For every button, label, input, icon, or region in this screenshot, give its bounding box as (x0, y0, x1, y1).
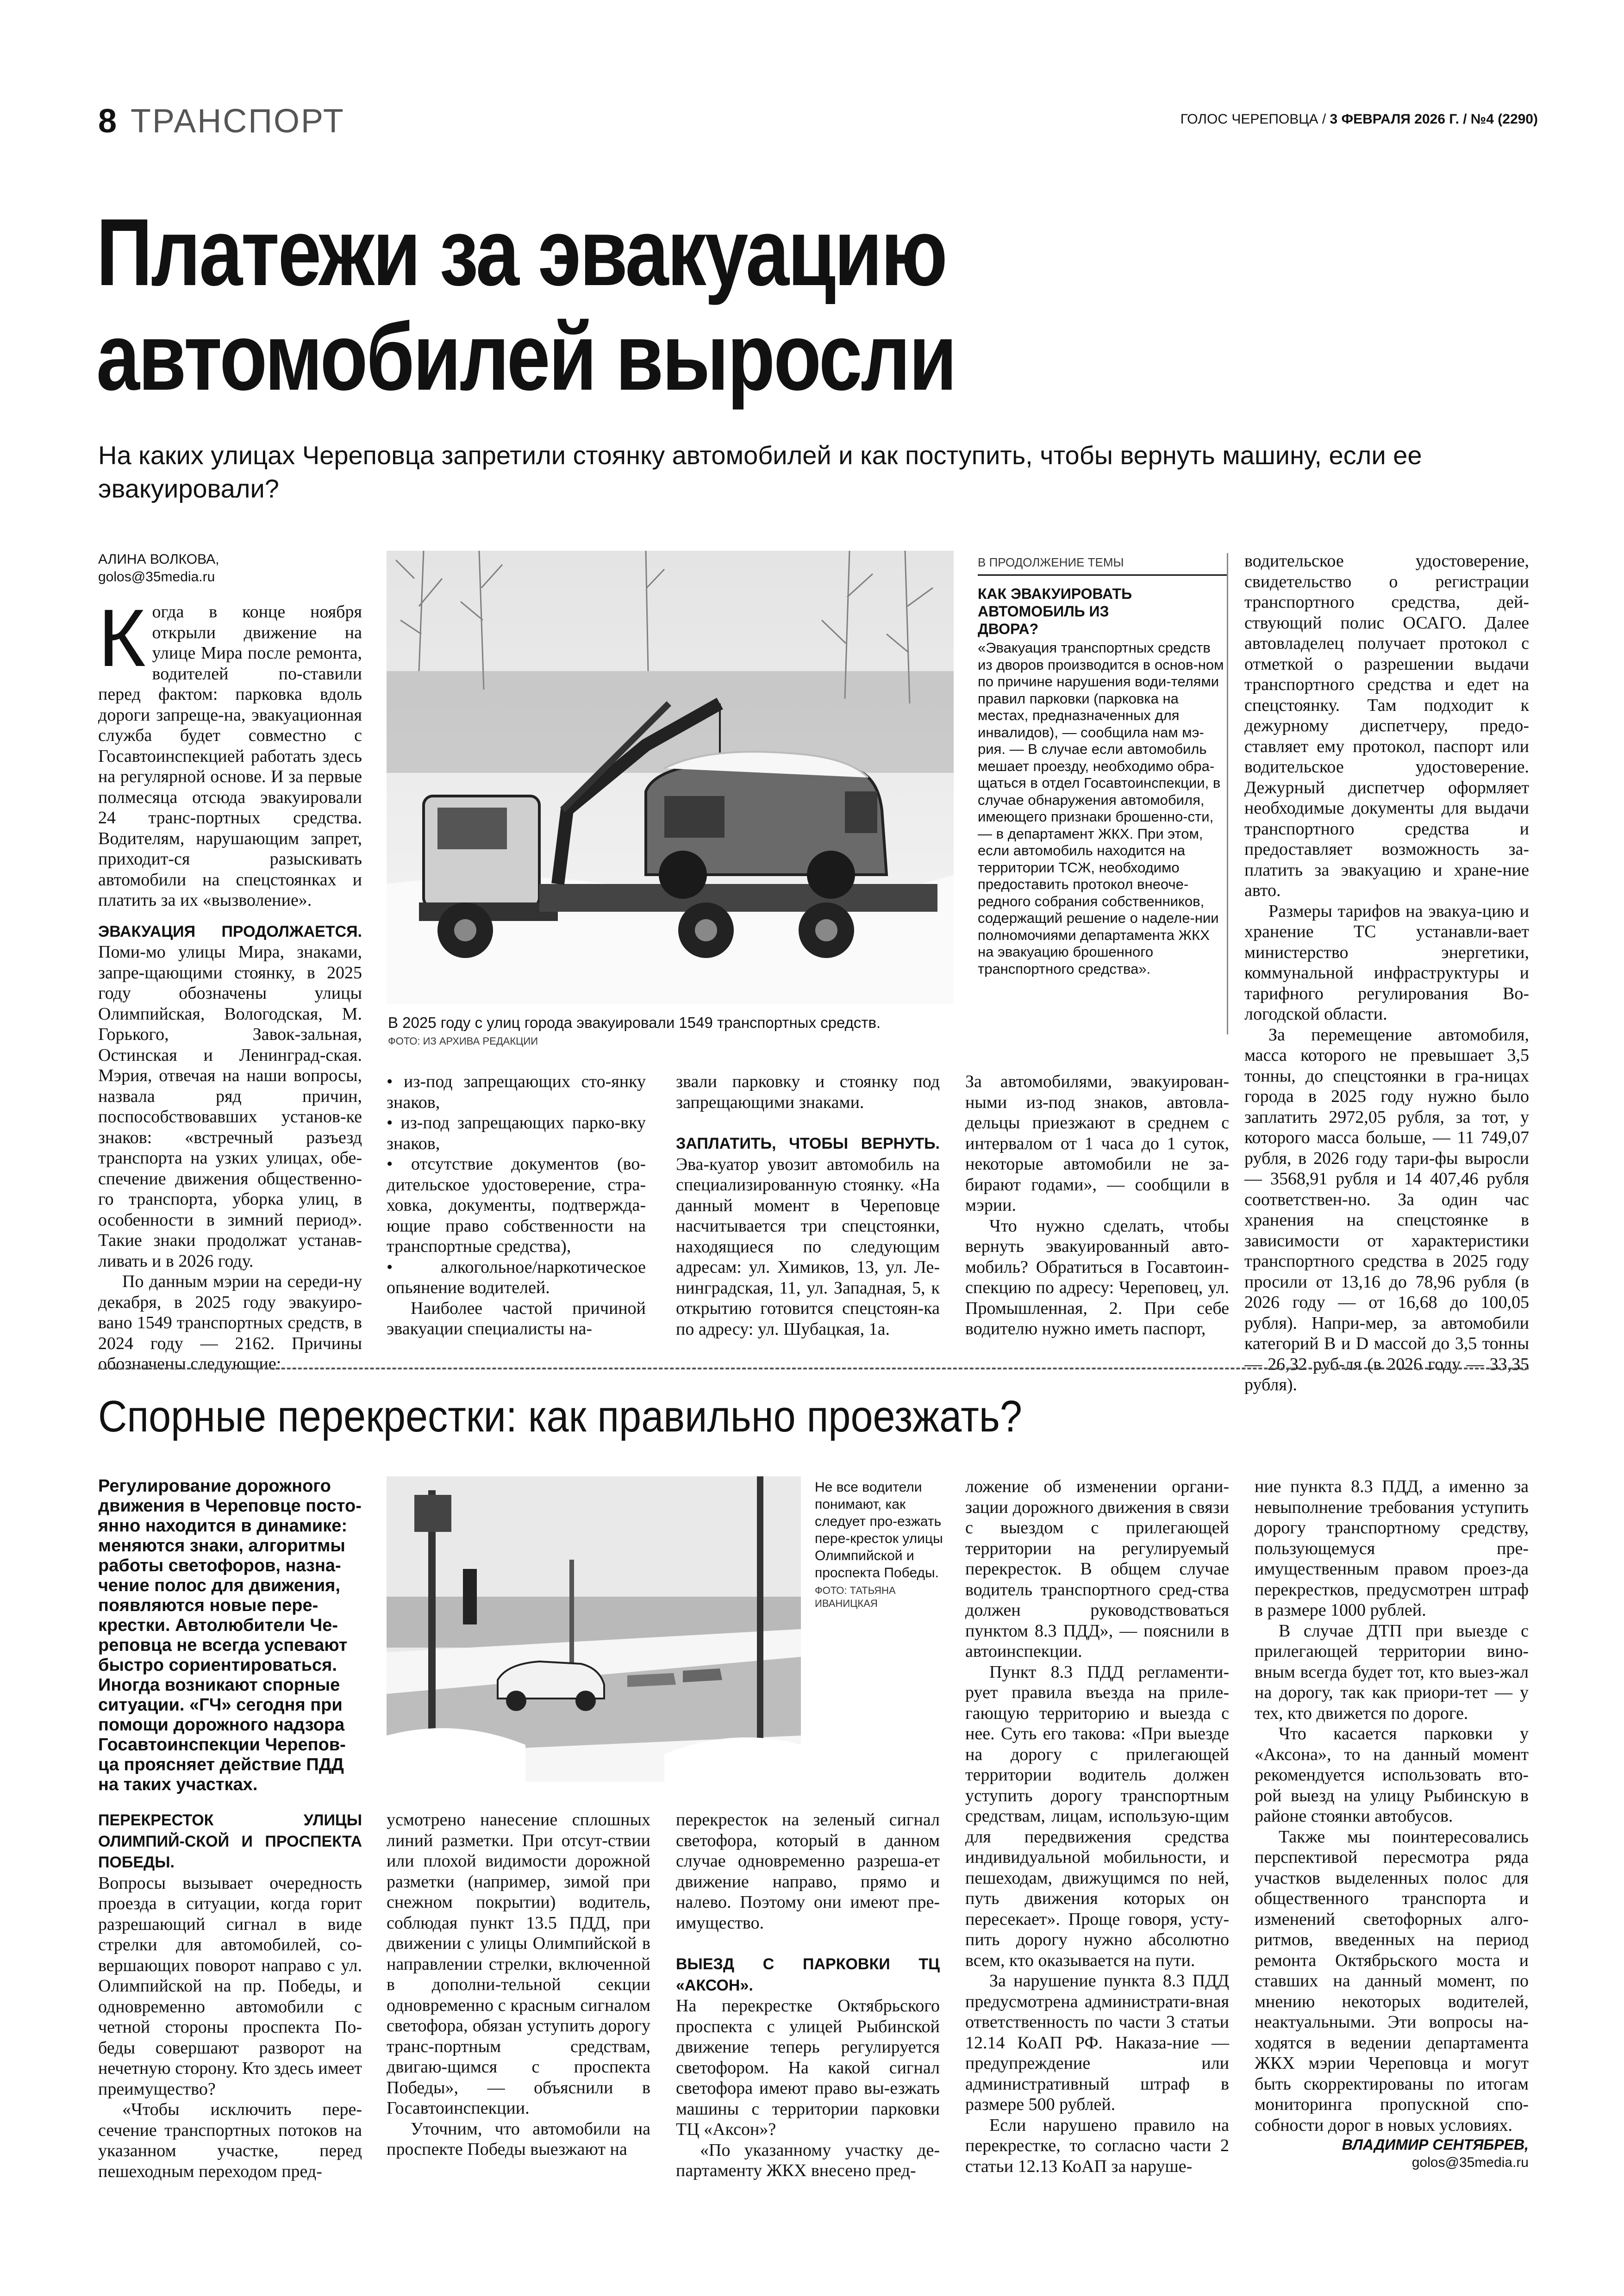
article1-column-3 (676, 1071, 940, 1339)
impound-paragraph: Эва-куатор увозит автомобиль на специализированную стоянку. «На данный момент в Череповце насчитывается три спецстоянки, находящиеся по следующим адресам: ул. Химиков, 13, ул. Ле-нинградская, 11, ул. Западная, 5, к открытию готовится спецстоян-ка по адресу: ул. Шубацкая, 1а. (676, 1154, 940, 1339)
akson-parking-paragraph: Что касается парковки у «Аксона», то на данный момент рекомендуется использовать вто-рой выезд на улицу Рыбинскую в районе стоянки автобусов. (1255, 1724, 1529, 1826)
lanes-paragraph: Также мы поинтересовались перспективой пересмотра ряда участков выделенных полос для общественного транспорта и изменений светофорных алго-ритмов, введенных на период ремонта Октябрьского моста и ставших на данный момент, по мнению некоторых водителей, неактуальными. Эти вопросы на-ходятся в ведении департамента ЖКХ мэрии Череповца и могут быть скорректированы по итогам мониторинга пропускной спо-собности дорог в новых условиях. (1255, 1827, 1529, 2135)
frequent-reason-paragraph: Наиболее частой причиной эвакуации специалисты на- (387, 1298, 646, 1338)
reason-2: • из-под запрещающих парко-вку знаков, (387, 1113, 646, 1154)
article-subtitle: На каких улицах Череповца запретили стоянку автомобилей и как поступить, чтобы вернуть машину, если ее эвакуировали? (98, 441, 1422, 503)
prices-paragraph: За перемещение автомобиля, масса которого не превышает 3,5 тонны, до спецстоянки в гра-ницах города в 2025 году нужно было заплатить 2972,05 рубля, за тот, у которого масса больше, — 11 749,07 рубля, в 2026 году тари-фы выросли — 3568,91 рубля и 14 407,46 рубля соответствен-но. За один час хранения на спецстоянке в зависимости от характеристики транспортного средства в 2025 году просили от 13,16 до 78,96 рубля (в 2026 году — от 16,68 до 100,05 рубля). Напри-мер, за автомобили категорий B и D массой до 3,5 тонны — 26,32 руб-ля (в 2026 году — 33,35 рубля). (1244, 1025, 1529, 1394)
return-car-paragraph: Что нужно сделать, чтобы вернуть эвакуированный авто-мобиль? Обратиться в Госавтоин-спекцию по адресу: Череповец, ул. Промышленная, 2. При себе водителю нужно иметь паспорт, (965, 1216, 1229, 1338)
penalty-paragraph: За нарушение пункта 8.3 ПДД предусмотрена администрати-вная ответственность по части 3 статьи 12.14 КоАП РФ. Наказа-ние — предупреждение или административный штраф в размере 500 рублей. (965, 1971, 1229, 2114)
photo2-credit: ФОТО: ТАТЬЯНА ИВАНИЦКАЯ (815, 1585, 896, 1609)
reason-3: • отсутствие документов (во-дительское удостоверение, стра-ховка, документы, подтвержда-ющие право собственности на транспортные средства), (387, 1154, 646, 1257)
parking-continuation: звали парковку и стоянку под запрещающими знаками. (676, 1072, 940, 1112)
documents-paragraph: водительское удостоверение, свидетельство о регистрации транспортного средства, дей-ствующий полис ОСАГО. Далее автовладелец получает протокол с отметкой о разрешении выдачи транспортного средства и едет на спецстоянку. Там подходит к дежурному диспетчеру, предо-ставляет ему протокол, паспорт или водительское удостоверение. Дежурный диспетчер оформляет необходимые документы для выдачи транспортного средства и предоставляет возможность за-платить за эвакуацию и хране-ние авто. (1244, 551, 1529, 900)
article2-column-5 (1255, 1476, 1529, 2172)
article2-headline: Спорные перекрестки: как правильно проезжать? (98, 1392, 1022, 1441)
intersection-photo-image (387, 1476, 801, 1782)
sidebar-box (978, 553, 1228, 977)
sidebar-vertical-rule (1227, 553, 1228, 1034)
evacuation-paragraph: Поми-мо улицы Мира, знаками, запре-щающими стоянку, в 2025 году обозначены улицы Олимпийская, Вологодская, М. Горького, Завок-зальная, Остинская и Ленинград-ская. Мэрия, отвечая на наши вопросы, назвала ряд причин, поспособствовавших установ-ке знаков: «встречный разъезд транспорта на узких улицах, обе-спечение движения общественно-го транспорта, уборка улиц, в особенности в зимний период». Такие знаки продолжат устанав-ливать и в 2026 году. (98, 942, 362, 1271)
olympic-question: Вопросы вызывает очередность проезда в ситуации, когда горит разрешающий сигнал в виде стрелки для автомобилей, со-вершающих поворот направо с ул. Олимпийской на пр. Победы, и одновременно автомобили с четной стороны проспекта По-беды совершают разворот на нечетную сторону. Кто здесь имеет преимущество? (98, 1873, 362, 2099)
tariffs-paragraph: Размеры тарифов на эвакуа-цию и хранение ТС устанавли-вает министерство энергетики, коммунальной инфраструктуры и тарифного регулирования Во-логодской области. (1244, 901, 1529, 1024)
article2-column-1 (98, 1810, 362, 2182)
article2-author-email: golos@35media.ru (1412, 2155, 1529, 2170)
intro-text: огда в конце ноября открыли движение на улице Мира после ремонта, водителей по-ставили перед фактом: парковка вдоль дороги запреще-на, эвакуационная служба будет совместно с Госавтоинспекцией работать здесь на регулярной основе. И за первые полмесяца отсюда эвакуировали 24 транс-портных средства. Водителям, нарушающим запрет, приходит-ся разыскивать автомобили на спецстоянках и платить за их «вызволение». (98, 602, 362, 910)
author-email: golos@35media.ru (98, 569, 215, 585)
article1-column-1 (98, 593, 362, 1375)
green-signal-paragraph: перекресток на зеленый сигнал светофора, который в данном случае одновременно разреша-ет движение направо, прямо и налево. Поэтому они имеют пре-имущество. (676, 1810, 940, 1933)
headline-line2: автомобилей выросли (96, 304, 956, 410)
rule-83-paragraph: Пункт 8.3 ПДД регламенти-рует правила въезда на приле-гающую территорию и выезда с нее. Суть его такова: «При выезде на дорогу с прилегающей территории водитель должен уступить дорогу транспортным средствам, лицам, использую-щим для передвижения средства индивидуальной мобильности, и пешеходам, движущимся по ней, путь движения которых он пересекает». Проще говоря, усту-пить дорогу нужно абсолютно всем, кто оказывается на пути. (965, 1662, 1229, 1970)
page-number: 8 (98, 103, 117, 140)
photo1-caption: В 2025 году с улиц города эвакуировали 1549 транспортных средств. (388, 1014, 881, 1031)
separator: / (1322, 112, 1330, 127)
subheading-pay: ЗАПЛАТИТЬ, ЧТОБЫ ВЕРНУТЬ. (676, 1135, 940, 1152)
clarification-paragraph: Уточним, что автомобили на проспекте Победы выезжают на (387, 2119, 650, 2159)
subheading-olympic: ПЕРЕКРЕСТОК УЛИЦЫ ОЛИМПИЙ-СКОЙ И ПРОСПЕКТА ПОБЕДЫ. (98, 1811, 362, 1871)
intersection-photo (387, 1476, 801, 1782)
article2-column-3 (676, 1810, 940, 2181)
article-separator (98, 1368, 1529, 1369)
publication-name: ГОЛОС ЧЕРЕПОВЦА (1180, 112, 1318, 127)
proposal-paragraph: ложение об изменении органи-зации дорожного движения в связи с выездом с прилегающей территории на регулируемый перекресток. В общем случае водитель транспортного сред-ства должен руководствоваться пунктом 8.3 ПДД», — пояснили в автоинспекции. (965, 1477, 1229, 1661)
reason-1: • из-под запрещающих сто-янку знаков, (387, 1071, 646, 1113)
reason-4: • алкогольное/наркотическое опьянение водителей. (387, 1257, 646, 1298)
sidebar-title: КАК ЭВАКУИРОВАТЬ АВТОМОБИЛЬ ИЗ ДВОРА? (978, 585, 1132, 637)
section-title: ТРАНСПОРТ (131, 103, 345, 140)
article2-column-4 (965, 1476, 1229, 2177)
photo2-caption (815, 1479, 944, 1610)
article1-column-4 (965, 1071, 1229, 1339)
subheading-evacuation: ЭВАКУАЦИЯ ПРОДОЛЖАЕТСЯ. (98, 922, 362, 940)
photo2-caption-text: Не все водители понимают, как следует про-езжать пере-кресток улицы Олимпийской и проспекта Победы. (815, 1480, 943, 1580)
article2-column-2 (387, 1810, 650, 2160)
article2-lead: Регулирование дорожного движения в Череповце посто-янно находится в динамике: меняются знаки, алгоритмы работы светофоров, назна-чение полос для движения, появляются новые пере-крестки. Автолюбители Че-реповца не всегда успевают быстро сориентироваться. Иногда возникают спорные ситуации. «ГЧ» сегодня при помощи дорожного надзора Госавтоинспекции Черепов-ца проясняет действие ПДД на таких участках. (98, 1476, 362, 1794)
issue-info: 3 ФЕВРАЛЯ 2026 Г. / №4 (2290) (1330, 112, 1538, 127)
subheading-akson: ВЫЕЗД С ПАРКОВКИ ТЦ «АКСОН». (676, 1955, 940, 1994)
statistics-paragraph: По данным мэрии на середи-ну декабря, в 2025 году эвакуиро-вано 1549 транспортных средств, в 2024 году — 2162. Причины обозначены следующие: (98, 1272, 362, 1374)
markings-paragraph: усмотрено нанесение сплошных линий разметки. При отсут-ствии или плохой видимости дорожной разметки (например, зимой при снежном покрытии) водитель, соблюдая пункт 13.5 ПДД, при движении с улицы Олимпийской в направлении стрелки, включенной в дополни-тельной секции одновременно с красным сигналом светофора, обязан уступить дорогу транс-портным средствам, двигаю-щимся с проспекта Победы», — объяснили в Госавтоинспекции. (387, 1810, 650, 2118)
tow-truck-photo (387, 551, 954, 1004)
accident-paragraph: В случае ДТП при выезде с прилегающей территории вино-вным всегда будет тот, кто выез-жал на дорогу, так как приори-тет — у тех, кто движется по дороге. (1255, 1621, 1529, 1723)
pickup-paragraph: За автомобилями, эвакуирован-ными из-под знаков, автовла-дельцы приезжают в среднем с интервалом от 1 часа до 1 суток, некоторые автомобили не за-бирают годами», — сообщили в мэрии. (965, 1072, 1229, 1215)
sidebar-kicker: В ПРОДОЛЖЕНИЕ ТЕМЫ (978, 553, 1228, 576)
akson-paragraph: На перекрестке Октябрьского проспекта с улицей Рыбинской движение теперь регулируется светофором. На какой сигнал светофора имеют право вы-езжать машины с территории парковки ТЦ «Аксон»? (676, 1996, 940, 2139)
inspection-quote-start: «Чтобы исключить пере-сечение транспортных потоков на указанном участке, перед пешеходным переходом пред- (98, 2100, 362, 2181)
tow-truck-photo-image (387, 551, 954, 1004)
article1-column-5 (1244, 551, 1529, 1395)
article1-column-2 (387, 1071, 646, 1339)
sidebar-text: «Эвакуация транспортных средств из дворов производится в основ-ном по причине нарушения води-телями правил парковки (парковка на местах, предназначенных для инвалидов), — сообщила нам мэ-рия. — В случае если автомобиль мешает проезду, необходимо обра-щаться в отдел Госавтоинспекции, в случае обнаружения автомобиля, имеющего признаки брошенно-сти, — в департамент ЖКХ. При этом, если автомобиль находится на территории ТСЖ, необходимо предоставить протокол внеоче-редного собрания собственников, содержащий решение о наделе-нии полномочиями департамента ЖКХ на эвакуацию брошенного транспортного средства». (978, 640, 1224, 977)
fine-paragraph: ние пункта 8.3 ПДД, а именно за невыполнение требования уступить дорогу транспортному средству, пользующемуся пре-имущественным правом проез-да перекрестков, предусмотрен штраф в размере 1000 рублей. (1255, 1477, 1529, 1620)
headline (96, 200, 1083, 409)
article2-author: ВЛАДИМИР СЕНТЯБРЕВ, (1342, 2136, 1529, 2153)
photo1-credit: ФОТО: ИЗ АРХИВА РЕДАКЦИИ (388, 1035, 538, 1047)
dropcap-letter: К (98, 593, 146, 684)
author-name: АЛИНА ВОЛКОВА, (98, 552, 219, 567)
housing-department-paragraph: «По указанному участку де-партаменту ЖКХ внесено пред- (676, 2140, 940, 2180)
intersection-violation-paragraph: Если нарушено правило на перекрестке, то согласно части 2 статьи 12.13 КоАП за наруше- (965, 2115, 1229, 2176)
author-block (98, 551, 219, 586)
headline-line1: Платежи за эвакуацию (96, 199, 946, 305)
masthead-info (1181, 110, 1538, 129)
